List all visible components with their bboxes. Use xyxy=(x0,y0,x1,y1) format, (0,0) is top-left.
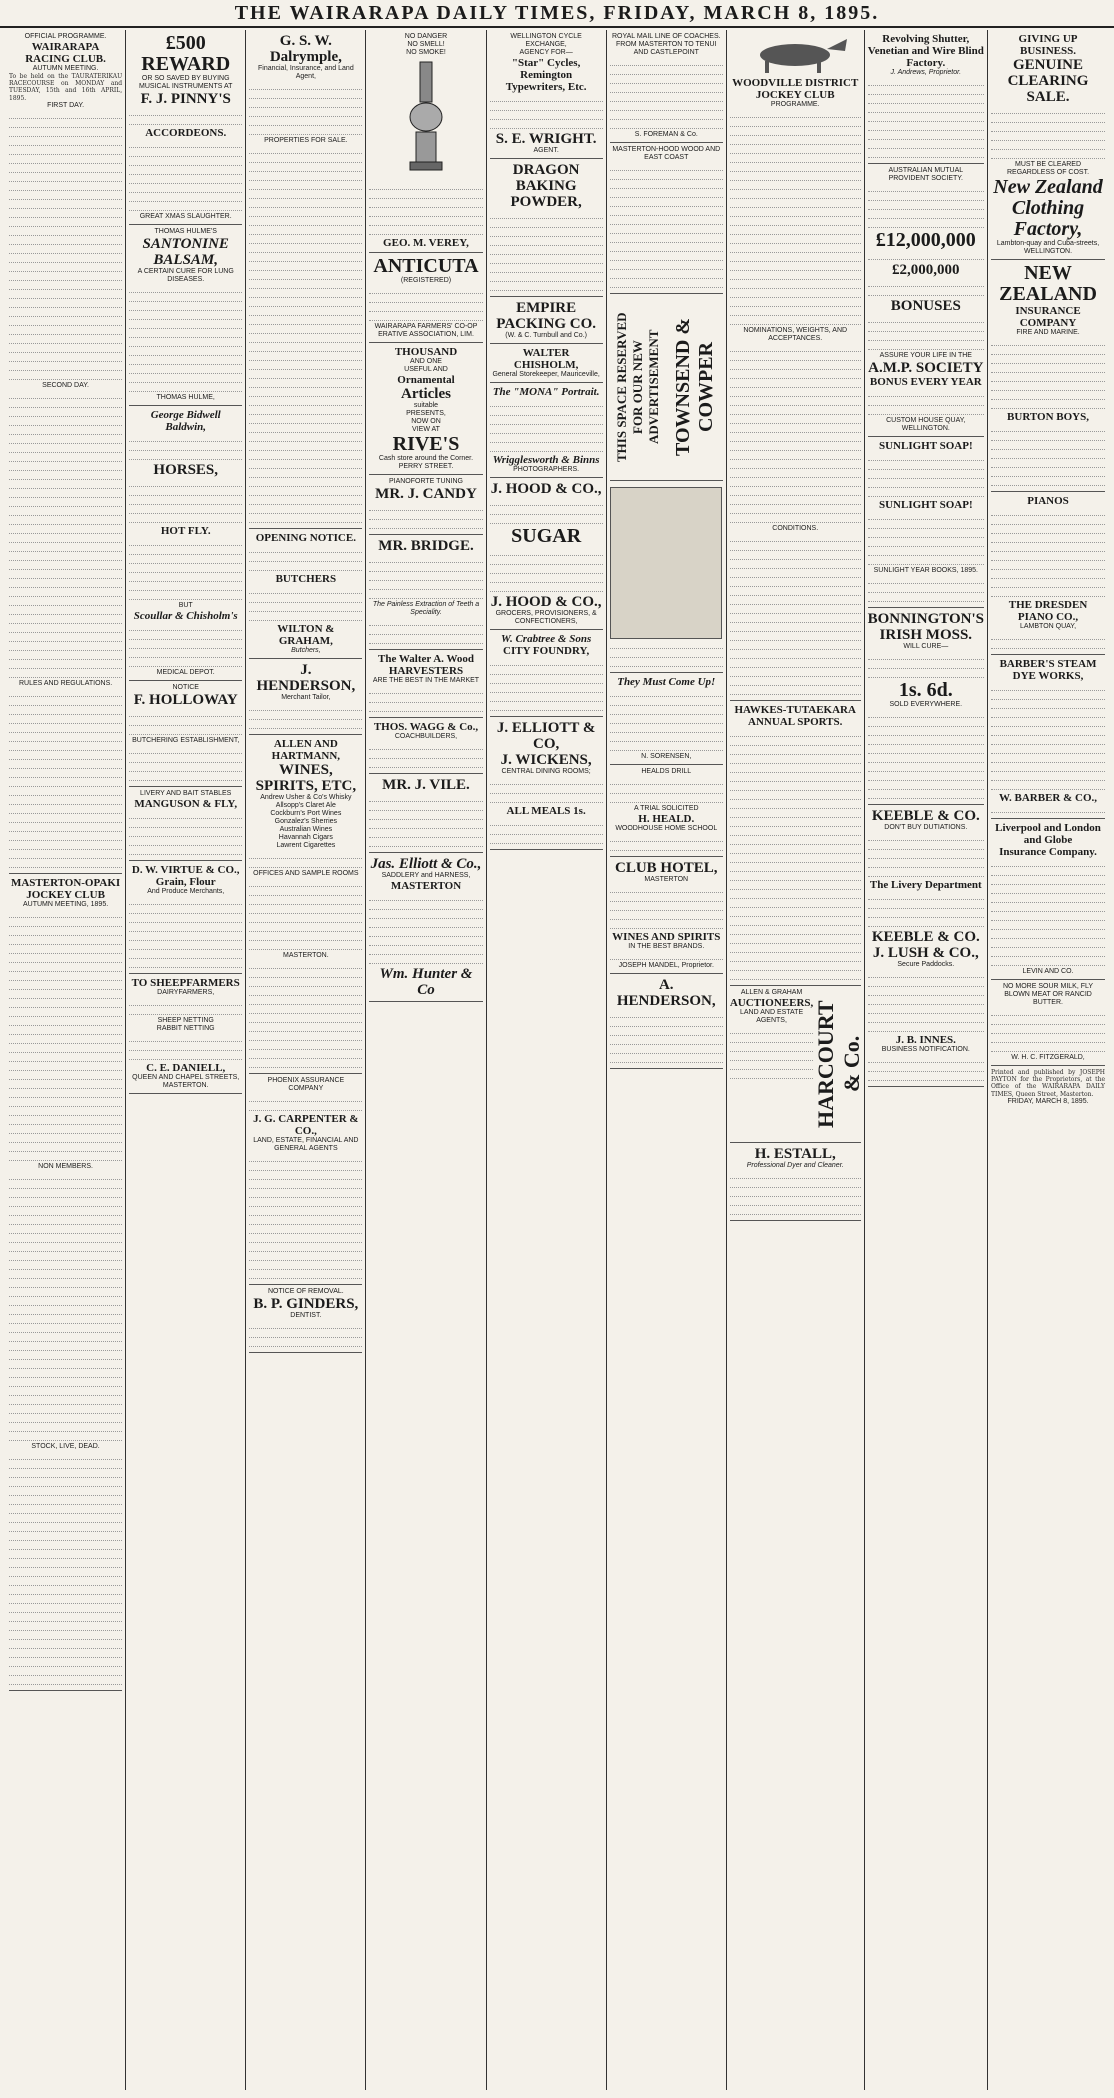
custom-label: CUSTOM HOUSE QUAY, WELLINGTON. xyxy=(886,417,966,432)
produce-label: And Produce Merchants, xyxy=(147,888,225,895)
column-9 xyxy=(988,30,1108,2090)
clothing-factory-title: New Zealand Clothing Factory, xyxy=(993,176,1103,240)
meals-label: ALL MEALS 1s. xyxy=(506,805,586,817)
heald-name: H. HEALD. xyxy=(638,813,695,825)
notice-label: NOTICE xyxy=(172,684,199,691)
livery-label: The Livery Department xyxy=(869,879,982,891)
irish-moss-title: BONNINGTON'S IRISH MOSS. xyxy=(867,611,985,643)
virtue-name: D. W. VIRTUE & CO., xyxy=(131,864,240,876)
keeble-name-2: KEEBLE & CO. xyxy=(871,929,980,945)
storekeeper-label: General Storekeeper, Mauriceville, xyxy=(492,371,600,378)
fitzgerald-name: W. H. C. FITZGERALD, xyxy=(1011,1054,1085,1061)
levin-name: LEVIN AND CO. xyxy=(1022,968,1074,975)
elliott-name: J. ELLIOTT & CO, xyxy=(496,720,596,752)
dragon-ad xyxy=(490,159,603,297)
nominations-label: NOMINATIONS, WEIGHTS, AND ACCEPTANCES. xyxy=(743,327,848,342)
slaughter-label: GREAT XMAS SLAUGHTER. xyxy=(139,213,232,220)
come-up-title: They Must Come Up! xyxy=(617,676,716,688)
wagg-ad xyxy=(369,718,482,774)
and-one-label: AND ONE xyxy=(410,358,442,365)
opaki-jockey-club-ad xyxy=(9,874,122,1691)
programme-label: PROGRAMME. xyxy=(770,101,820,108)
will-cure-label: WILL CURE— xyxy=(903,643,949,650)
amp-ad xyxy=(868,164,984,437)
no-smell: NO SMELL! xyxy=(407,41,445,48)
insurance-co-label: INSURANCE COMPANY xyxy=(1015,305,1081,329)
dresden-ad xyxy=(991,492,1105,655)
allen-graham-label: ALLEN & GRAHAM xyxy=(740,989,803,996)
candy-name: MR. J. CANDY xyxy=(375,486,477,502)
sunlight-ad xyxy=(868,437,984,608)
column-5 xyxy=(487,30,607,2090)
piano-label: PIANOFORTE TUNING xyxy=(388,478,463,485)
racing-programme-ad xyxy=(9,30,122,874)
dye-works-ad xyxy=(991,655,1105,819)
grain-label: Grain, Flour xyxy=(155,876,216,888)
articles-label: Articles xyxy=(401,386,451,402)
business-label: BUSINESS NOTIFICATION. xyxy=(881,1046,970,1053)
brands-label: IN THE BEST BRANDS. xyxy=(628,943,705,950)
saddlery-label: SADDLERY and HARNESS, xyxy=(381,872,471,879)
wilton-name: WILTON & GRAHAM, xyxy=(277,623,335,647)
butchers-label: BUTCHERS xyxy=(275,573,337,585)
dragon-title: DRAGON BAKING POWDER, xyxy=(510,162,582,210)
text-block xyxy=(9,1453,122,1685)
townsend-name: TOWNSEND & COWPER xyxy=(672,318,718,456)
non-members-label: NON MEMBERS. xyxy=(38,1162,93,1170)
rabbit-netting: RABBIT NETTING xyxy=(156,1025,215,1032)
coachbuilders-label: COACHBUILDERS, xyxy=(394,733,458,740)
agency-label: AGENCY FOR— xyxy=(519,49,573,56)
text-block xyxy=(9,911,122,1161)
imprint xyxy=(991,1066,1105,1109)
everywhere-label: SOLD EVERYWHERE. xyxy=(889,701,963,708)
dentist-label: DENTIST. xyxy=(290,1312,322,1319)
balsam-sub: A CERTAIN CURE FOR LUNG DISEASES. xyxy=(137,268,234,283)
sheep-netting: SHEEP NETTING xyxy=(157,1017,214,1024)
sorensen-name: N. SORENSEN, xyxy=(641,753,692,760)
hulme-sign: THOMAS HULME, xyxy=(156,394,215,401)
conditions-label: CONDITIONS. xyxy=(772,525,819,532)
wine-item: Andrew Usher & Co's Whisky xyxy=(260,794,352,801)
livery-label: LIVERY AND BAIT STABLES xyxy=(140,790,232,797)
no-danger: NO DANGER xyxy=(404,33,448,40)
wines-label: WINES, SPIRITS, ETC, xyxy=(255,762,357,794)
dont-buy-label: DON'T BUY DUTIATIONS. xyxy=(884,824,968,831)
reward-title: £500 REWARD xyxy=(141,32,231,75)
wines-spirits-label: WINES AND SPIRITS xyxy=(612,931,721,943)
price-label: 1s. 6d. xyxy=(898,679,953,701)
vile-ad xyxy=(369,774,482,853)
manguson-name: MANGUSON & FLY, xyxy=(134,798,238,810)
society-label: A.M.P. SOCIETY xyxy=(868,360,984,376)
pills-ad xyxy=(610,481,723,673)
lamp-illustration xyxy=(406,57,446,177)
club-name: MASTERTON-OPAKI JOCKEY CLUB xyxy=(10,876,121,901)
wriggles-name: Wrigglesworth & Binns xyxy=(492,454,600,466)
hood-ad xyxy=(490,478,603,630)
barber-name: W. BARBER & CO., xyxy=(999,792,1098,804)
ginders-ad xyxy=(249,1285,362,1353)
wood-ad xyxy=(369,650,482,718)
clearing-sale-title: GENUINE CLEARING SALE. xyxy=(1007,57,1089,105)
scoullar-name: Scoullar & Chisholm's xyxy=(133,610,238,622)
wine-item: Gonzalez's Sherries xyxy=(274,818,338,825)
henderson-name-2: A. HENDERSON, xyxy=(616,977,716,1009)
pinny-name: F. J. PINNY'S xyxy=(140,91,231,107)
land-agents-label: LAND AND ESTATE AGENTS, xyxy=(739,1009,804,1024)
presents-label: PRESENTS, xyxy=(406,410,446,417)
elliott-ad xyxy=(490,717,603,850)
masterton-label: MASTERTON xyxy=(390,880,462,892)
second-day-label: SECOND DAY. xyxy=(42,381,89,389)
income-amount: £2,000,000 xyxy=(892,262,960,278)
woodville-title: WOODVILLE DISTRICT JOCKEY CLUB xyxy=(732,77,859,101)
lambton-label: Lambton-quay and Cuba-streets, WELLINGTON. xyxy=(996,240,1100,255)
meeting-sub: To be held on the TAURATERIKAU RACECOURSE on MONDAY and TUESDAY, 15th and 16th APRIL, 1895. xyxy=(9,73,123,102)
funds-amount: £12,000,000 xyxy=(875,229,976,251)
hunter-name: Wm. Hunter & Co xyxy=(379,966,473,998)
registered-label: (REGISTERED) xyxy=(400,277,452,284)
wine-item: Cockburn's Port Wines xyxy=(270,810,342,817)
wagg-name: THOS. WAGG & Co., xyxy=(373,721,479,733)
rives-name: RIVE'S xyxy=(392,433,460,455)
hood-name-2: J. HOOD & CO., xyxy=(490,594,602,610)
wright-name: S. E. WRIGHT. xyxy=(495,131,597,147)
bidwell-name: George Bidwell Baldwin, xyxy=(150,409,221,433)
column-3 xyxy=(246,30,366,2090)
grocers-label: GROCERS, PROVISIONERS, & CONFECTIONERS, xyxy=(495,610,597,625)
lambton-quay-label: LAMBTON QUAY, xyxy=(1020,623,1077,630)
woodhouse-label: WOODHOUSE HOME SCHOOL xyxy=(615,825,718,832)
cycle-exchange-ad xyxy=(490,30,603,159)
pills-illustration xyxy=(610,487,722,639)
agent-label: AGENT. xyxy=(533,147,559,154)
carpenter-name: J. G. CARPENTER & CO., xyxy=(253,1113,359,1137)
meeting-label: AUTUMN MEETING. xyxy=(32,65,99,72)
dalrymple-sub: Financial, Insurance, and Land Agent, xyxy=(257,65,354,80)
text-block xyxy=(9,690,122,868)
useful-label: USEFUL AND xyxy=(404,366,448,373)
dalrymple-ad xyxy=(249,30,362,529)
coast-coaches-ad xyxy=(610,143,723,294)
phoenix-label: PHOENIX ASSURANCE COMPANY xyxy=(267,1077,345,1092)
ginders-name: B. P. GINDERS, xyxy=(253,1296,359,1312)
empire-title: EMPIRE PACKING CO. xyxy=(496,300,596,332)
coaches-ad xyxy=(610,30,723,143)
holloway-ad xyxy=(129,681,242,787)
opening-label: OPENING NOTICE. xyxy=(255,532,356,544)
candy-ad xyxy=(369,475,482,535)
come-up-ad xyxy=(610,673,723,765)
empire-ad xyxy=(490,297,603,344)
anticuta-title: ANTICUTA xyxy=(373,255,479,277)
programme-title: OFFICIAL PROGRAMME. xyxy=(24,33,107,40)
irish-moss-ad xyxy=(868,608,984,805)
horses-ad xyxy=(129,406,242,681)
reserved-label: THIS SPACE RESERVED FOR OUR NEW ADVERTISEMENT xyxy=(614,312,662,462)
text-block xyxy=(9,1173,122,1441)
thousand-label: THOUSAND xyxy=(394,346,458,358)
amp-title: AUSTRALIAN MUTUAL PROVIDENT SOCIETY. xyxy=(888,167,964,182)
hulme-name: THOMAS HULME'S xyxy=(154,228,217,235)
properties-label: PROPERTIES FOR SALE. xyxy=(264,137,348,144)
cash-label: Cash store around the Corner. xyxy=(378,455,474,462)
ornamental-label: Ornamental xyxy=(397,374,455,386)
rules-label: RULES AND REGULATIONS. xyxy=(18,679,113,687)
text-block xyxy=(9,392,122,678)
fire-marine-label: FIRE AND MARINE. xyxy=(1016,329,1080,336)
vile-name: MR. J. VILE. xyxy=(382,777,470,793)
wood-title: The Walter A. Wood HARVESTERS xyxy=(378,653,474,677)
medical-depot: MEDICAL DEPOT. xyxy=(156,669,215,676)
chisholm-ad xyxy=(490,344,603,383)
wine-item: Australian Wines xyxy=(279,826,333,833)
no-smoke: NO SMOKE! xyxy=(406,49,446,56)
virtue-ad xyxy=(129,861,242,974)
verey-name: GEO. M. VEREY, xyxy=(383,237,469,249)
hot-fly: HOT FLY. xyxy=(160,525,211,537)
anticuta-ad xyxy=(369,253,482,343)
butchers-sub: Butchers, xyxy=(291,647,321,654)
exchange-label: WELLINGTON CYCLE EXCHANGE, xyxy=(510,33,582,48)
estall-name: H. ESTALL, xyxy=(754,1146,836,1162)
mandel-name: JOSEPH MANDEL, Proprietor. xyxy=(618,962,714,969)
offices-label: OFFICES AND SAMPLE ROOMS xyxy=(253,870,359,877)
allen-hartmann-ad xyxy=(249,735,362,1074)
must-be-label: MUST BE CLEARED REGARDLESS OF COST. xyxy=(1006,161,1090,176)
imprint-date: FRIDAY, MARCH 8, 1895. xyxy=(1007,1097,1089,1105)
bonus-year-label: BONUS EVERY YEAR xyxy=(869,376,982,388)
drill-ad xyxy=(610,765,723,857)
henderson-name: J. HENDERSON, xyxy=(256,662,356,694)
crabtree-ad xyxy=(490,630,603,717)
clearing-sale-ad xyxy=(991,30,1105,260)
sheepfarmers-ad xyxy=(129,974,242,1094)
dalrymple-name: G. S. W. Dalrymple, xyxy=(269,33,342,65)
elliott-saddlery-ad xyxy=(369,853,482,1002)
burton-name: BURTON BOYS, xyxy=(1007,411,1089,423)
perry-label: PERRY STREET. xyxy=(398,463,454,470)
suitable-label: suitable xyxy=(413,402,439,409)
land-label: LAND, ESTATE, FINANCIAL AND GENERAL AGENTS xyxy=(253,1137,359,1152)
sunlight-title-2: SUNLIGHT SOAP! xyxy=(878,499,973,511)
masthead: THE WAIRARAPA DAILY TIMES, FRIDAY, MARCH 8, 1895. xyxy=(0,0,1114,28)
sports-title: HAWKES-TUTAEKARA ANNUAL SPORTS. xyxy=(734,704,856,728)
club-name: WAIRARAPA RACING CLUB. xyxy=(25,41,106,65)
bonuses-label: BONUSES xyxy=(890,298,961,314)
assure-label: ASSURE YOUR LIFE IN THE xyxy=(879,352,972,359)
horses-label: HORSES, xyxy=(153,462,219,478)
hood-name: J. HOOD & CO., xyxy=(490,481,602,497)
harcourt-ad xyxy=(729,986,865,1143)
sugar-label: SUGAR xyxy=(511,525,582,547)
shutter-ad xyxy=(868,30,984,164)
now-on-label: NOW ON xyxy=(411,418,441,425)
liverpool-ad xyxy=(991,819,1105,980)
club-masterton: MASTERTON xyxy=(644,876,689,883)
opening-notice-ad xyxy=(249,529,362,659)
column-7 xyxy=(727,30,865,2090)
reward-ad xyxy=(129,30,242,225)
meeting-label: AUTUMN MEETING, 1895. xyxy=(22,900,109,908)
dyer-label: Professional Dyer and Cleaner. xyxy=(746,1162,844,1169)
estall-ad xyxy=(730,1143,861,1221)
stock-label: STOCK, LIVE, DEAD. xyxy=(31,1442,100,1450)
dye-works-title: BARBER'S STEAM DYE WORKS, xyxy=(999,658,1097,682)
shutter-title: Revolving Shutter, Venetian and Wire Blind Factory. xyxy=(867,33,984,69)
henderson-hotel-ad xyxy=(610,974,723,1069)
foreman-label: S. FOREMAN & Co. xyxy=(634,131,698,138)
photographers-label: PHOTOGRAPHERS. xyxy=(513,466,580,473)
tailor-label: Merchant Tailor, xyxy=(281,694,331,701)
paddocks-label: Secure Paddocks. xyxy=(897,961,955,968)
milk-ad xyxy=(991,980,1105,1066)
column-2 xyxy=(126,30,246,2090)
sunlight-title: SUNLIGHT SOAP! xyxy=(878,440,973,452)
year-books-label: SUNLIGHT YEAR BOOKS, 1895. xyxy=(873,567,978,574)
chisholm-name: WALTER CHISHOLM, xyxy=(513,347,579,371)
dresden-name: THE DRESDEN PIANO CO., xyxy=(1008,599,1088,623)
route-label: FROM MASTERTON TO TENUI AND CASTLEPOINT xyxy=(616,41,717,56)
nz-insurance-ad xyxy=(991,260,1105,492)
santonine-title: SANTONINE BALSAM, xyxy=(142,236,229,268)
but-label: BUT xyxy=(178,602,193,609)
allen-name: ALLEN AND HARTMANN, xyxy=(271,738,341,762)
turnbull-label: (W. & C. Turnbull and Co.) xyxy=(505,332,587,339)
drill-label: HEALDS DRILL xyxy=(641,768,692,775)
elliott-name: Jas. Elliott & Co., xyxy=(370,856,482,872)
insurance-label: Insurance Company. xyxy=(999,846,1097,858)
painless-label: The Painless Extraction of Teeth a Speciality. xyxy=(372,601,480,616)
butchering-label: BUTCHERING ESTABLISHMENT, xyxy=(132,737,240,744)
mona-ad xyxy=(490,383,603,478)
proprietor-label: J. Andrews, Proprietor. xyxy=(890,69,962,76)
farmers-label: WAIRARAPA FARMERS' CO-OP ERATIVE ASSOCIATION, LIM. xyxy=(374,323,478,338)
keeble-name: KEEBLE & CO. xyxy=(871,808,980,824)
coast-label: MASTERTON-HOOD WOOD AND EAST COAST xyxy=(612,146,721,161)
holloway-name: F. HOLLOWAY xyxy=(133,692,238,708)
crabtree-name: W. Crabtree & Sons xyxy=(501,633,592,645)
pianos-label: PIANOS xyxy=(1027,495,1069,507)
harcourt-name: HARCOURT & Co. xyxy=(813,1000,865,1128)
daniell-name: C. E. DANIELL, xyxy=(146,1062,226,1074)
star-cycles: "Star" Cycles, Remington Typewriters, Etc. xyxy=(505,57,587,93)
wickens-name: J. WICKENS, xyxy=(500,752,592,768)
imprint-text: Printed and published by JOSEPH PAYTON for the Proprietors, at the Office of the WAIRARAPA DAILY TIMES, Queen Street, Masterton. xyxy=(991,1069,1106,1098)
wine-item: Havannah Cigars xyxy=(278,834,333,841)
bridge-name: MR. BRIDGE. xyxy=(378,538,474,554)
lush-name: J. LUSH & CO., xyxy=(872,945,979,961)
column-8 xyxy=(865,30,988,2090)
liverpool-title: Liverpool and London and Globe xyxy=(995,822,1101,846)
daniell-address: QUEEN AND CHAPEL STREETS, MASTERTON. xyxy=(132,1074,240,1089)
first-day-label: FIRST DAY. xyxy=(47,101,85,109)
sports-ad xyxy=(730,701,861,986)
lamp-ad xyxy=(369,30,482,253)
trial-label: A TRIAL SOLICITED xyxy=(633,805,699,812)
giving-up-label: GIVING UP BUSINESS. xyxy=(1018,33,1078,57)
wine-item: Lawrent Cigarettes xyxy=(276,842,336,849)
bridge-ad xyxy=(369,535,482,650)
dairy-label: DAIRYFARMERS, xyxy=(157,989,215,996)
sheepfarmers-label: TO SHEEPFARMERS xyxy=(131,977,240,989)
club-hotel-title: CLUB HOTEL, xyxy=(615,860,718,876)
club-hotel-ad xyxy=(610,857,723,974)
rives-ad xyxy=(369,343,482,475)
horse-illustration xyxy=(735,33,855,73)
view-label: VIEW AT xyxy=(412,426,440,433)
columns xyxy=(6,30,1108,2090)
keeble-ad xyxy=(868,805,984,1087)
royal-mail-label: ROYAL MAIL LINE OF COACHES. xyxy=(611,33,721,40)
henderson-ad xyxy=(249,659,362,735)
column-4 xyxy=(366,30,486,2090)
reward-sub: OR SO SAVED BY BUYING MUSICAL INSTRUMENTS AT xyxy=(139,75,233,90)
mona-title: The "MONA" Portrait. xyxy=(492,386,600,398)
text-block xyxy=(9,112,122,380)
woodville-ad xyxy=(730,30,861,701)
livery-ad xyxy=(129,787,242,861)
accordeons: ACCORDEONS. xyxy=(145,127,227,139)
dining-label: CENTRAL DINING ROOMS; xyxy=(501,768,591,775)
column-1 xyxy=(6,30,126,2090)
column-6 xyxy=(607,30,727,2090)
hulme-ad xyxy=(129,225,242,406)
townsend-ad xyxy=(610,294,723,481)
sour-milk-label: NO MORE SOUR MILK, FLY BLOWN MEAT OR RANCID BUTTER. xyxy=(1002,983,1094,1006)
auctioneers-label: AUCTIONEERS, xyxy=(729,997,814,1009)
wine-item: Allsopp's Claret Ale xyxy=(275,802,336,809)
innes-name: J. B. INNES. xyxy=(895,1034,956,1046)
foundry-label: CITY FOUNDRY, xyxy=(503,645,590,657)
carpenter-ad xyxy=(249,1074,362,1285)
market-label: ARE THE BEST IN THE MARKET xyxy=(372,677,480,684)
removal-label: NOTICE OF REMOVAL. xyxy=(267,1288,344,1295)
masterton-label: MASTERTON. xyxy=(283,952,329,959)
nz-label: NEW ZEALAND xyxy=(999,262,1097,305)
